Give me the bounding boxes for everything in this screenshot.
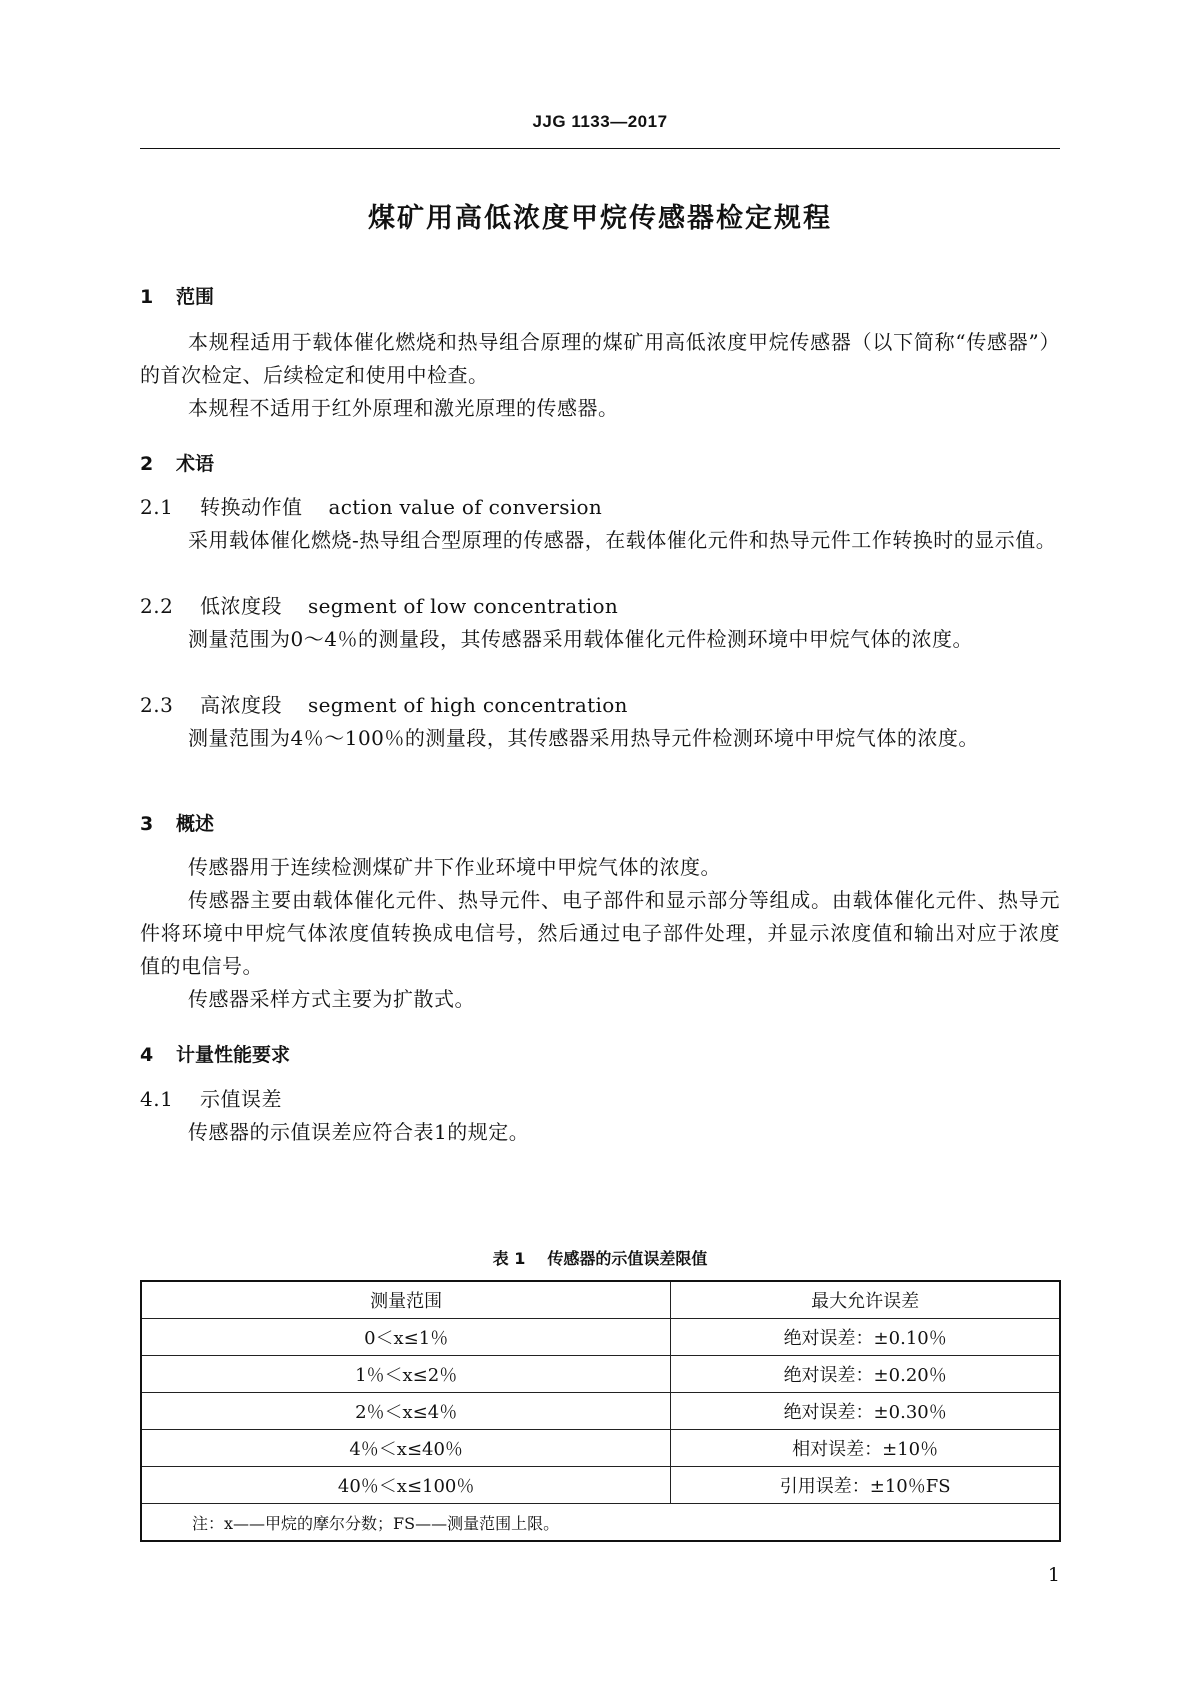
term-number: 2.3	[140, 693, 174, 717]
standard-code-header: JJG 1133—2017	[532, 112, 668, 131]
section-heading-terms	[140, 449, 214, 476]
subsection-title: 示值误差	[200, 1087, 282, 1111]
table-cell-range: 4％＜x≤40％	[141, 1430, 671, 1467]
term-cn: 转换动作值	[200, 495, 303, 519]
table-note: 注：x——甲烷的摩尔分数；FS——测量范围上限。	[141, 1504, 1060, 1542]
document-title: 煤矿用高低浓度甲烷传感器检定规程	[368, 203, 832, 234]
term-number: 2.1	[140, 495, 174, 519]
paragraph: 传感器采样方式主要为扩散式。	[188, 987, 475, 1011]
paragraph: 传感器用于连续检测煤矿井下作业环境中甲烷气体的浓度。	[188, 855, 721, 879]
table-caption	[140, 1246, 1060, 1269]
term-definition: 采用载体催化燃烧-热导组合型原理的传感器，在载体催化元件和热导元件工作转换时的显示值。	[188, 528, 1057, 552]
table-cell-error: 引用误差：±10％FS	[671, 1467, 1060, 1504]
term-heading	[140, 689, 628, 722]
table-cell-range: 1％＜x≤2％	[141, 1356, 671, 1393]
term-heading	[140, 590, 618, 623]
page-number: 1	[1047, 1564, 1060, 1586]
section-title: 范围	[176, 286, 215, 308]
section-title: 术语	[176, 453, 215, 475]
section-heading-metrology	[140, 1040, 290, 1067]
section-heading-overview	[140, 809, 214, 836]
table-row	[141, 1319, 1060, 1356]
table-row	[141, 1467, 1060, 1504]
subsection-number: 4.1	[140, 1087, 174, 1111]
table-caption-number: 表 1	[492, 1249, 526, 1268]
table-note-row	[141, 1504, 1060, 1542]
term-number: 2.2	[140, 594, 174, 618]
section-number: 3	[140, 813, 154, 835]
table-header-cell: 最大允许误差	[671, 1281, 1060, 1319]
section-title: 概述	[176, 813, 215, 835]
term-en: segment of low concentration	[308, 594, 619, 618]
section-number: 1	[140, 286, 154, 308]
term-definition: 测量范围为4％～100％的测量段，其传感器采用热导元件检测环境中甲烷气体的浓度。	[188, 726, 979, 750]
table-caption-text: 传感器的示值误差限值	[547, 1249, 708, 1268]
header-divider	[140, 148, 1060, 149]
table-cell-range: 2％＜x≤4％	[141, 1393, 671, 1430]
table-row	[141, 1430, 1060, 1467]
table-cell-error: 绝对误差：±0.10％	[671, 1319, 1060, 1356]
table-header-row	[141, 1281, 1060, 1319]
table-cell-error: 绝对误差：±0.30％	[671, 1393, 1060, 1430]
table-row	[141, 1393, 1060, 1430]
section-title: 计量性能要求	[176, 1044, 291, 1066]
table-row	[141, 1356, 1060, 1393]
term-heading	[140, 491, 602, 524]
term-definition: 测量范围为0～4％的测量段，其传感器采用载体催化元件检测环境中甲烷气体的浓度。	[188, 627, 973, 651]
section-number: 2	[140, 453, 154, 475]
paragraph: 本规程适用于载体催化燃烧和热导组合原理的煤矿用高低浓度甲烷传感器（以下简称“传感器”）的首次检定、后续检定和使用中检查。	[140, 330, 1060, 387]
section-heading-scope	[140, 282, 214, 309]
term-cn: 低浓度段	[200, 594, 282, 618]
table-cell-error: 相对误差：±10％	[671, 1430, 1060, 1467]
term-cn: 高浓度段	[200, 693, 282, 717]
table-cell-range: 0＜x≤1％	[141, 1319, 671, 1356]
section-number: 4	[140, 1044, 154, 1066]
paragraph: 传感器主要由载体催化元件、热导元件、电子部件和显示部分等组成。由载体催化元件、热导元件将环境中甲烷气体浓度值转换成电信号，然后通过电子部件处理，并显示浓度值和输出对应于浓度值的电信号。	[140, 888, 1060, 978]
subsection-heading	[140, 1083, 282, 1116]
term-en: segment of high concentration	[308, 693, 628, 717]
term-en: action value of conversion	[328, 495, 603, 519]
paragraph: 传感器的示值误差应符合表1的规定。	[188, 1120, 530, 1144]
table-header-cell: 测量范围	[141, 1281, 671, 1319]
paragraph: 本规程不适用于红外原理和激光原理的传感器。	[188, 396, 619, 420]
table-cell-range: 40％＜x≤100％	[141, 1467, 671, 1504]
error-limits-table	[140, 1280, 1061, 1542]
table-cell-error: 绝对误差：±0.20％	[671, 1356, 1060, 1393]
